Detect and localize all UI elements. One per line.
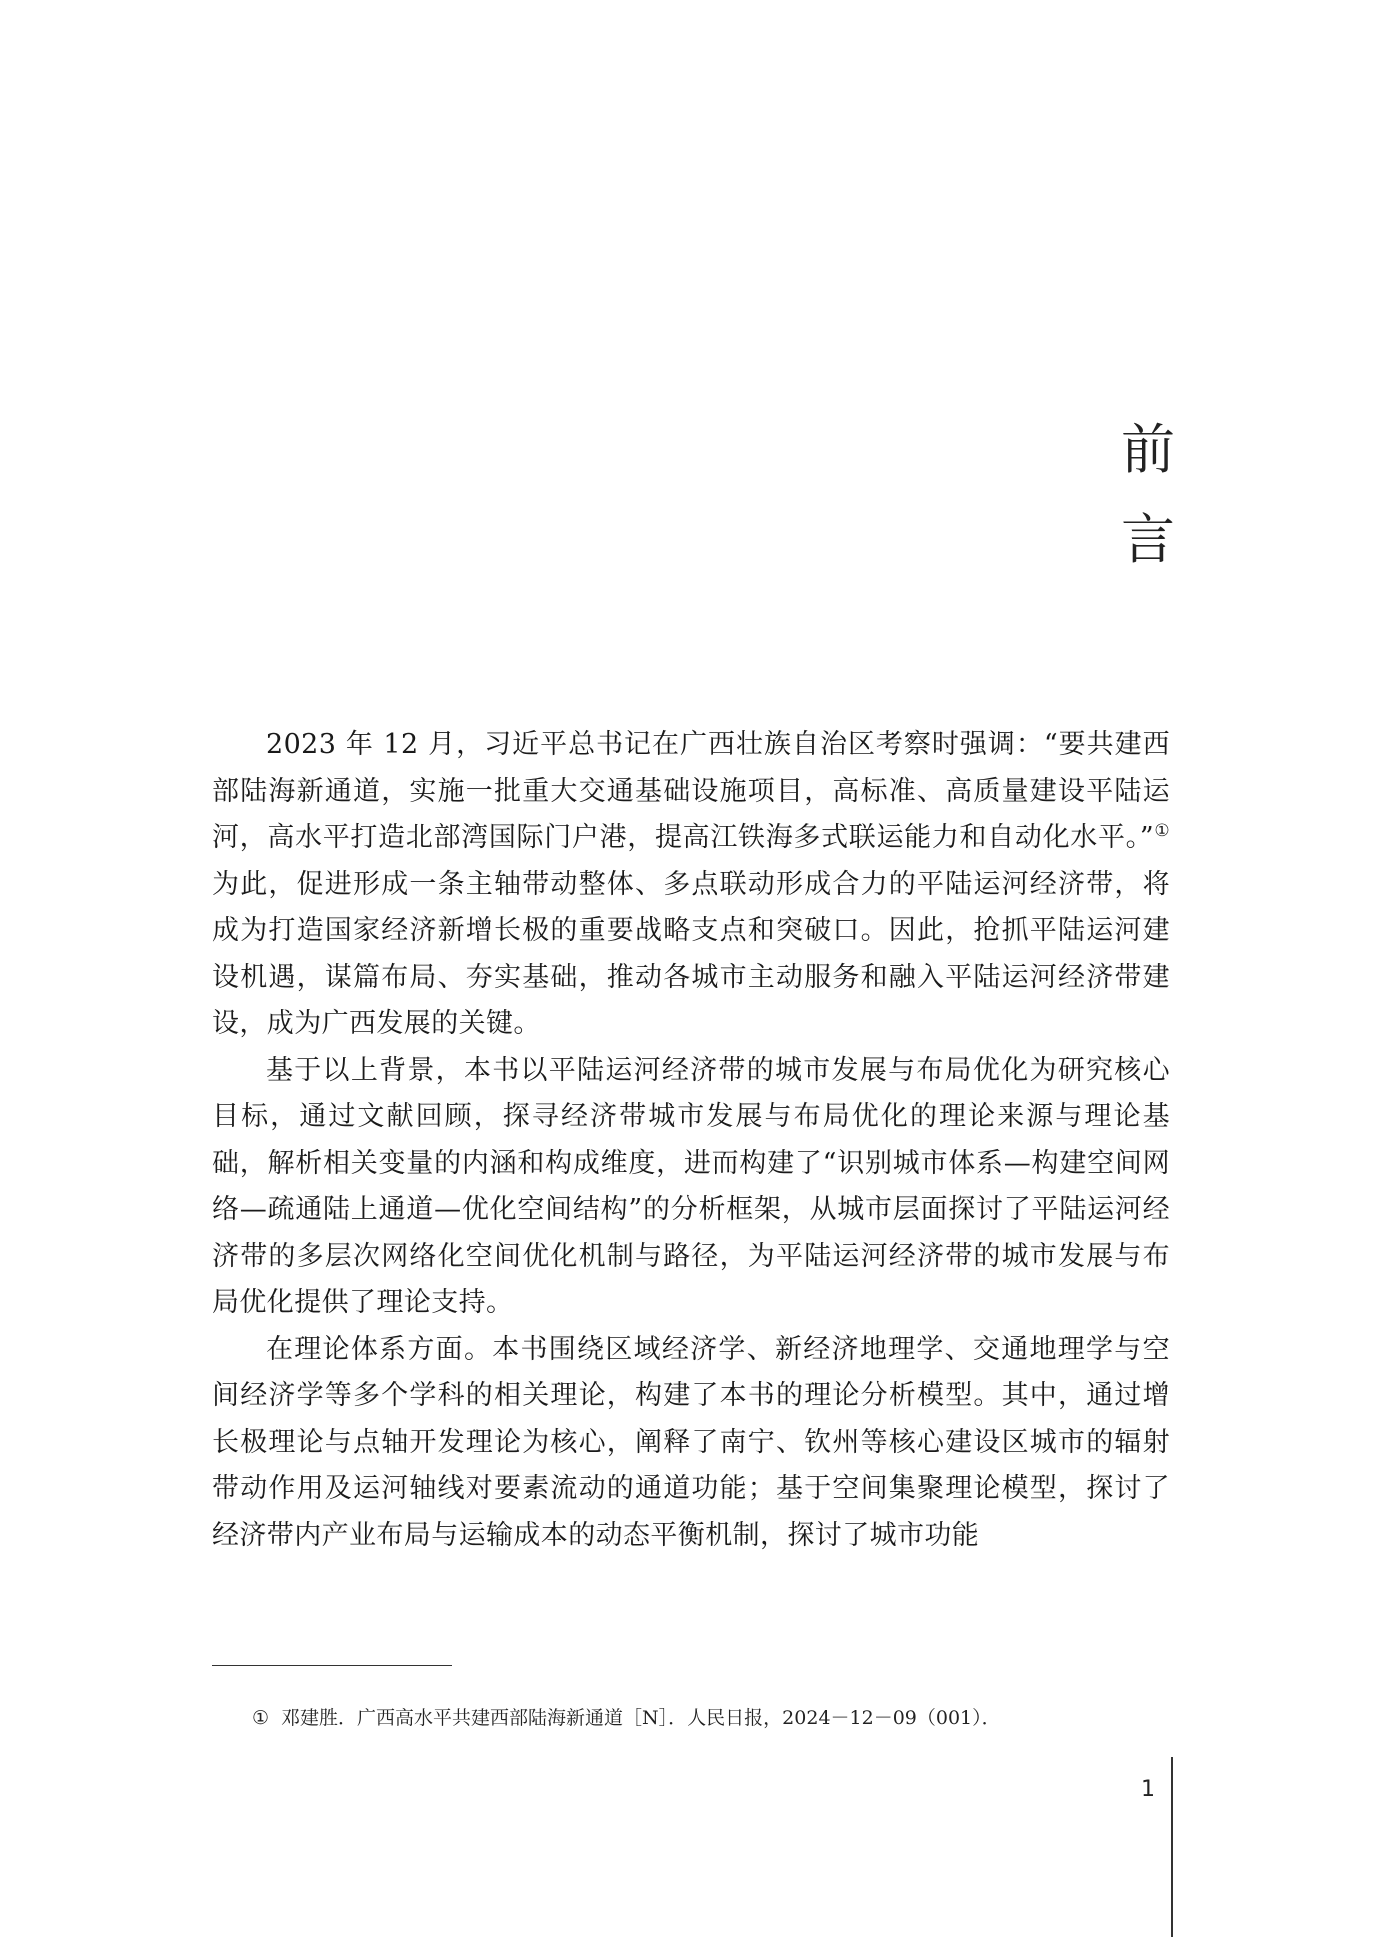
page-title bbox=[1108, 405, 1188, 585]
footnote-marker: ① bbox=[252, 1707, 270, 1729]
paragraph-1-text-b: 为此，促进形成一条主轴带动整体、多点联动形成合力的平陆运河经济带，将成为打造国家经济新增长极的重要战略支点和突破口。因此，抢抓平陆运河建设机遇，谋篇布局、夯实基础，推动各城市主动服务和融入平陆运河经济带建设，成为广西发展的关键。 bbox=[212, 868, 1170, 1039]
margin-rule bbox=[1171, 1757, 1173, 1937]
footnote bbox=[252, 1704, 1170, 1732]
footnote-reference[interactable]: ① bbox=[1154, 821, 1170, 841]
paragraph-1 bbox=[212, 722, 1170, 1048]
footnote-text: 邓建胜．广西高水平共建西部陆海新通道［N］．人民日报，2024－12－09（001）． bbox=[281, 1707, 1001, 1729]
title-char-2: 言 bbox=[1121, 508, 1175, 571]
paragraph-3: 在理论体系方面。本书围绕区域经济学、新经济地理学、交通地理学与空间经济学等多个学科的相关理论，构建了本书的理论分析模型。其中，通过增长极理论与点轴开发理论为核心，阐释了南宁、钦州等核心建设区城市的辐射带动作用及运河轴线对要素流动的通道功能；基于空间集聚理论模型，探讨了经济带内产业布局与运输成本的动态平衡机制，探讨了城市功能 bbox=[212, 1333, 1170, 1551]
title-char-1: 前 bbox=[1121, 418, 1175, 481]
paragraph-2: 基于以上背景，本书以平陆运河经济带的城市发展与布局优化为研究核心目标，通过文献回顾，探寻经济带城市发展与布局优化的理论来源与理论基础，解析相关变量的内涵和构成维度，进而构建了“识别城市体系—构建空间网络—疏通陆上通道—优化空间结构”的分析框架，从城市层面探讨了平陆运河经济带的多层次网络化空间优化机制与路径，为平陆运河经济带的城市发展与布局优化提供了理论支持。 bbox=[212, 1054, 1170, 1318]
page-number: 1 bbox=[1141, 1777, 1155, 1802]
footnote-divider bbox=[212, 1665, 452, 1666]
paragraph-1-text-a: 2023 年 12 月，习近平总书记在广西壮族自治区考察时强调：“要共建西部陆海新通道，实施一批重大交通基础设施项目，高标准、高质量建设平陆运河，高水平打造北部湾国际门户港，提高江铁海多式联运能力和自动化水平。” bbox=[212, 729, 1170, 853]
body-text bbox=[212, 722, 1170, 1559]
